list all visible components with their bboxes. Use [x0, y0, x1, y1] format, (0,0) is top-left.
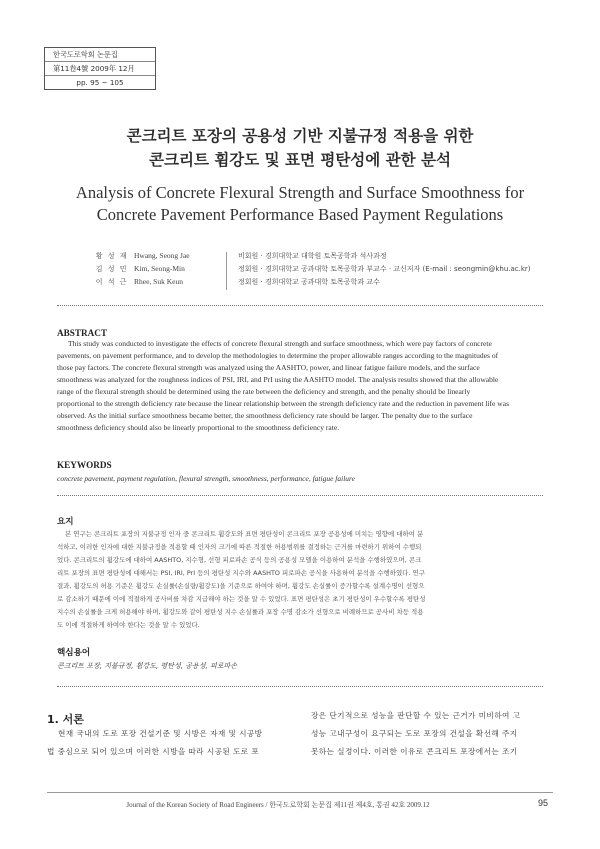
- title-korean-line-2: 콘크리트 휨강도 및 표면 평탄성에 관한 분석: [149, 151, 451, 169]
- author-affiliation: 정회원 · 경희대학교 공과대학 토목공학과 교수: [238, 278, 380, 286]
- abstract-line: This study was conducted to investigate the effects of concrete flexural strength and surface smoothness, which were pay factors of concrete: [68, 339, 492, 348]
- journal-volume: 第11卷4號 2009年 12月: [45, 62, 155, 76]
- yoji-line: 석하고, 이러한 인자에 대한 지불규정을 적용할 때 인자의 크기에 따른 적절한 허용범위를 결정하는 근거를 마련하기 위하여 수행되: [57, 543, 422, 551]
- divider: [57, 305, 543, 306]
- yoji-line: 본 연구는 콘크리트 포장의 지불규정 인자 중 콘크리트 휨강도와 표면 평탄성이 콘크리트 포장 공용성에 미치는 영향에 대하여 분: [65, 530, 424, 538]
- yoji-line: 도 이에 적절하게 하여야 한다는 것을 알 수 있었다.: [57, 621, 200, 629]
- abstract-line: range of the flexural strength should be determined using the rate between the deficiency and strength, and the penalty should be linearly: [57, 387, 471, 396]
- abstract-line: smoothness was analyzed for the roughness indices of PSI, IRI, and PrI using the AASHTO model. The analysis results showed that the allowable: [57, 375, 499, 384]
- author-affiliation: 정회원 · 경희대학교 공과대학 토목공학과 부교수 · 교신저자 (E-mail : seongmin@khu.ac.kr): [238, 265, 531, 273]
- title-english-line-2: Concrete Pavement Performance Based Payment Regulations: [96, 205, 504, 224]
- yoji-line: 로 감소하기 때문에 이에 적절하게 공사비를 차감 지급해야 하는 것을 알 수 있었다. 표면 평탄성은 초기 평탄성이 우수할수록 평탄성: [57, 595, 426, 603]
- body-text-line: 법 중심으로 되어 있으며 이러한 시방을 따라 시공된 도로 포: [47, 747, 260, 756]
- section-1-heading: 1. 서론: [47, 713, 84, 726]
- journal-info-box: [44, 47, 156, 90]
- body-text-line: 못하는 실정이다. 이러한 이유로 콘크리트 포장에서는 조기: [311, 747, 518, 756]
- abstract-line: proportional to the strength deficiency rate because the linear relationship between the strength deficiency rate and the reduction in pavement life was: [57, 399, 510, 408]
- title-korean-line-1: 콘크리트 포장의 공용성 기반 지불규정 적용을 위한: [126, 127, 474, 145]
- yoji-line: 리트 포장의 표면 평탄성에 대해서는 PSI, IRI, PrI 등의 평탄성 지수와 AASHTO 피로파손 공식을 사용하여 분석을 수행하였다. 연구: [57, 569, 425, 577]
- author-row: [0, 251, 600, 264]
- body-text-line: 현재 국내의 도로 포장 건설기준 및 시방은 자재 및 시공방: [58, 729, 263, 738]
- author-name-english: Rhee, Suk Keun: [134, 277, 183, 286]
- ko-keywords-heading: 핵심용어: [57, 648, 91, 658]
- yoji-line: 지수의 손실률을 크게 허용해야 하며, 휨강도와 같이 평탄성 지수 손실률과 포장 수명 감소가 선형으로 비례하므로 공사비 차등 적용: [57, 608, 424, 616]
- author-name-english: Hwang, Seong Jae: [134, 251, 190, 260]
- footer-rule: [47, 792, 553, 793]
- divider: [57, 495, 543, 496]
- author-name-korean: 이 석 근: [95, 278, 128, 286]
- author-name-korean: 김 성 민: [95, 265, 128, 273]
- keywords-heading: KEYWORDS: [57, 460, 112, 470]
- author-row: [0, 264, 600, 277]
- abstract-heading: ABSTRACT: [57, 328, 108, 338]
- author-name-english: Kim, Seong-Min: [134, 264, 185, 273]
- yoji-line: 결과, 휨강도의 허용 기준은 휨강도 손실률(손실량/휨강도)을 기준으로 하여야 하며, 휨강도 손실률이 증가할수록 설계수명이 선형으: [57, 582, 425, 590]
- journal-pages: pp. 95 ~ 105: [76, 78, 124, 87]
- journal-name: 한국도로학회 논문집: [45, 48, 155, 62]
- footer-text: Journal of the Korean Society of Road Engineers / 한국도로학회 논문집 제11권 제4호, 통권 42호 2009.12: [126, 801, 430, 809]
- title-english-line-1: Analysis of Concrete Flexural Strength and Surface Smoothness for: [75, 183, 525, 202]
- yoji-heading: 요지: [57, 517, 74, 527]
- body-text-line: 성능 고내구성이 요구되는 도로 포장의 건설을 확선해 주지: [311, 729, 518, 738]
- page-number: 95: [538, 798, 549, 808]
- keywords-text: concrete pavement, payment regulation, flexural strength, smoothness, performance, fatigue failure: [57, 474, 355, 483]
- author-name-korean: 황 성 재: [95, 252, 128, 260]
- author-row: [0, 277, 600, 290]
- abstract-line: smoothness deficiency should also be linearly proportional to the smoothness deficiency rate.: [57, 423, 340, 432]
- body-text-line: 장은 단기적으로 성능을 판단할 수 있는 근거가 미비하여 고: [311, 711, 521, 720]
- ko-keywords-text: 콘크리트 포장, 지불규정, 휨강도, 평탄성, 공용성, 피로파손: [57, 662, 238, 670]
- abstract-line: pavements, on pavement performance, and to develop the methodologies to determine the proper allowable ranges according to the magnitudes of: [57, 351, 499, 360]
- yoji-line: 었다. 콘크리트의 휨강도에 대하여 AASHTO, 지수형, 선형 피로파손 공식 등의 공용성 모델을 이용하여 분석을 수행하였으며, 콘크: [57, 556, 422, 564]
- abstract-line: observed. As the initial surface smoothness became better, the smoothness deficiency rate should be larger. The penalty due to the surface: [57, 411, 473, 420]
- author-affiliation: 비회원 · 경희대학교 대학원 토목공학과 석사과정: [238, 252, 387, 260]
- abstract-line: those pay factors. The concrete flexural strength was analyzed using the AASHTO, power, and linear fatigue failure models, and the surface: [57, 363, 480, 372]
- divider: [57, 686, 543, 687]
